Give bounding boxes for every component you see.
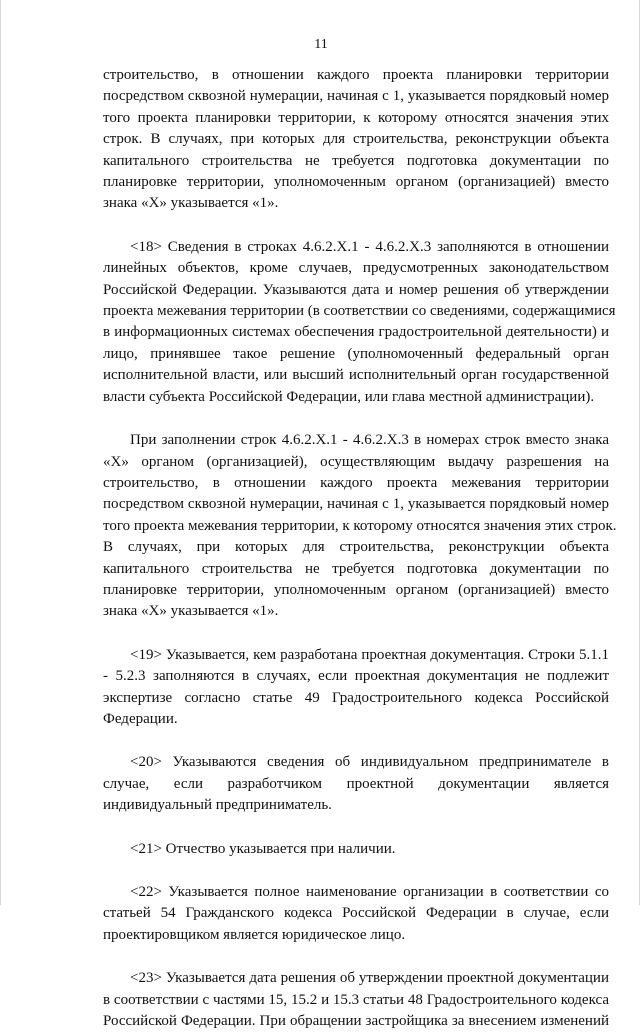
text-line: В случаях, при которых для строительства, реконструкции объекта (103, 539, 609, 556)
text-line: - 5.2.3 заполняются в случаях, если проектная документация не подлежит (103, 668, 609, 685)
text-line: <20> Указываются сведения об индивидуальном предпринимателе в (130, 754, 609, 771)
text-line: капитального строительства не требуется подготовка документации по (103, 560, 609, 577)
text-line: <21> Отчество указывается при наличии. (130, 840, 396, 857)
text-line: статьей 54 Гражданского кодекса Российской Федерации в случае, если (103, 905, 609, 922)
text-line: знака «Х» указывается «1». (103, 603, 279, 620)
text-line: <23> Указывается дата решения об утверждении проектной документации (130, 970, 609, 987)
text-line: <19> Указывается, кем разработана проектная документация. Строки 5.1.1 (130, 646, 609, 663)
text-line: индивидуальный предприниматель. (103, 797, 332, 814)
text-line: строительство, в отношении каждого проекта межевания территории (103, 474, 609, 491)
text-line: власти субъекта Российской Федерации, или глава местной администрации). (103, 388, 595, 405)
paragraph (103, 237, 616, 408)
document-body (103, 65, 617, 1032)
text-line: случае, если разработчиком проектной документации является (103, 775, 609, 792)
text-line: в информационных системах обеспечения градостроительной деятельности) и (103, 324, 609, 341)
text-line: в соответствии с частями 15, 15.2 и 15.3 статьи 48 Градостроительного кодекса (103, 991, 609, 1008)
text-line: <22> Указывается полное наименование организации в соответствии со (130, 884, 609, 900)
text-line: строк. В случаях, при которых для строительства, реконструкции объекта (103, 131, 609, 148)
paragraph (103, 752, 609, 816)
page-number: 11 (314, 37, 328, 52)
text-line: экспертизе согласно статье 49 Градостроительного кодекса Российской (103, 689, 609, 706)
text-line: <18> Сведения в строках 4.6.2.Х.1 - 4.6.2.Х.3 заполняются в отношении (130, 238, 609, 255)
paragraph (103, 968, 609, 1032)
paragraph (103, 882, 609, 946)
text-line: посредством сквозной нумерации, начиная с 1, указывается порядковый номер (103, 88, 609, 105)
paragraph (103, 839, 609, 860)
paragraph (103, 430, 617, 623)
text-line: лицо, принявшее такое решение (уполномоченный федеральный орган (103, 345, 609, 362)
paragraph (103, 65, 609, 215)
text-line: Российской Федерации. Указываются дата и номер решения об утверждении (103, 281, 609, 298)
text-line: строительство, в отношении каждого проекта планировки территории (103, 67, 609, 83)
text-line: того проекта планировки территории, к которому относятся значения этих (103, 109, 609, 126)
text-line: капитального строительства не требуется подготовка документации по (103, 152, 609, 169)
text-line: линейных объектов, кроме случаев, предусмотренных законодательством (103, 260, 609, 277)
text-line: знака «Х» указывается «1». (103, 195, 279, 212)
text-line: «Х» органом (организацией), осуществляющим выдачу разрешения на (103, 453, 609, 470)
text-line: посредством сквозной нумерации, начиная с 1, указывается порядковый номер (103, 496, 609, 513)
text-line: Федерации. (103, 710, 178, 727)
text-line: Российской Федерации. При обращении застройщика за внесением изменений (103, 1013, 609, 1030)
text-line: проекта межевания территории (в соответствии со сведениями, содержащимися (103, 303, 616, 320)
text-line: планировке территории, уполномоченным органом (организацией) вместо (103, 174, 609, 191)
text-line: При заполнении строк 4.6.2.Х.1 - 4.6.2.Х.3 в номерах строк вместо знака (130, 432, 609, 449)
paragraph (103, 645, 609, 731)
text-line: проектировщиком является юридическое лицо. (103, 926, 406, 943)
text-line: планировке территории, уполномоченным органом (организацией) вместо (103, 581, 609, 598)
text-line: исполнительной власти, или высший исполнительный орган государственной (103, 367, 609, 384)
text-line: того проекта межевания территории, к которому относятся значения этих строк. (103, 517, 617, 534)
